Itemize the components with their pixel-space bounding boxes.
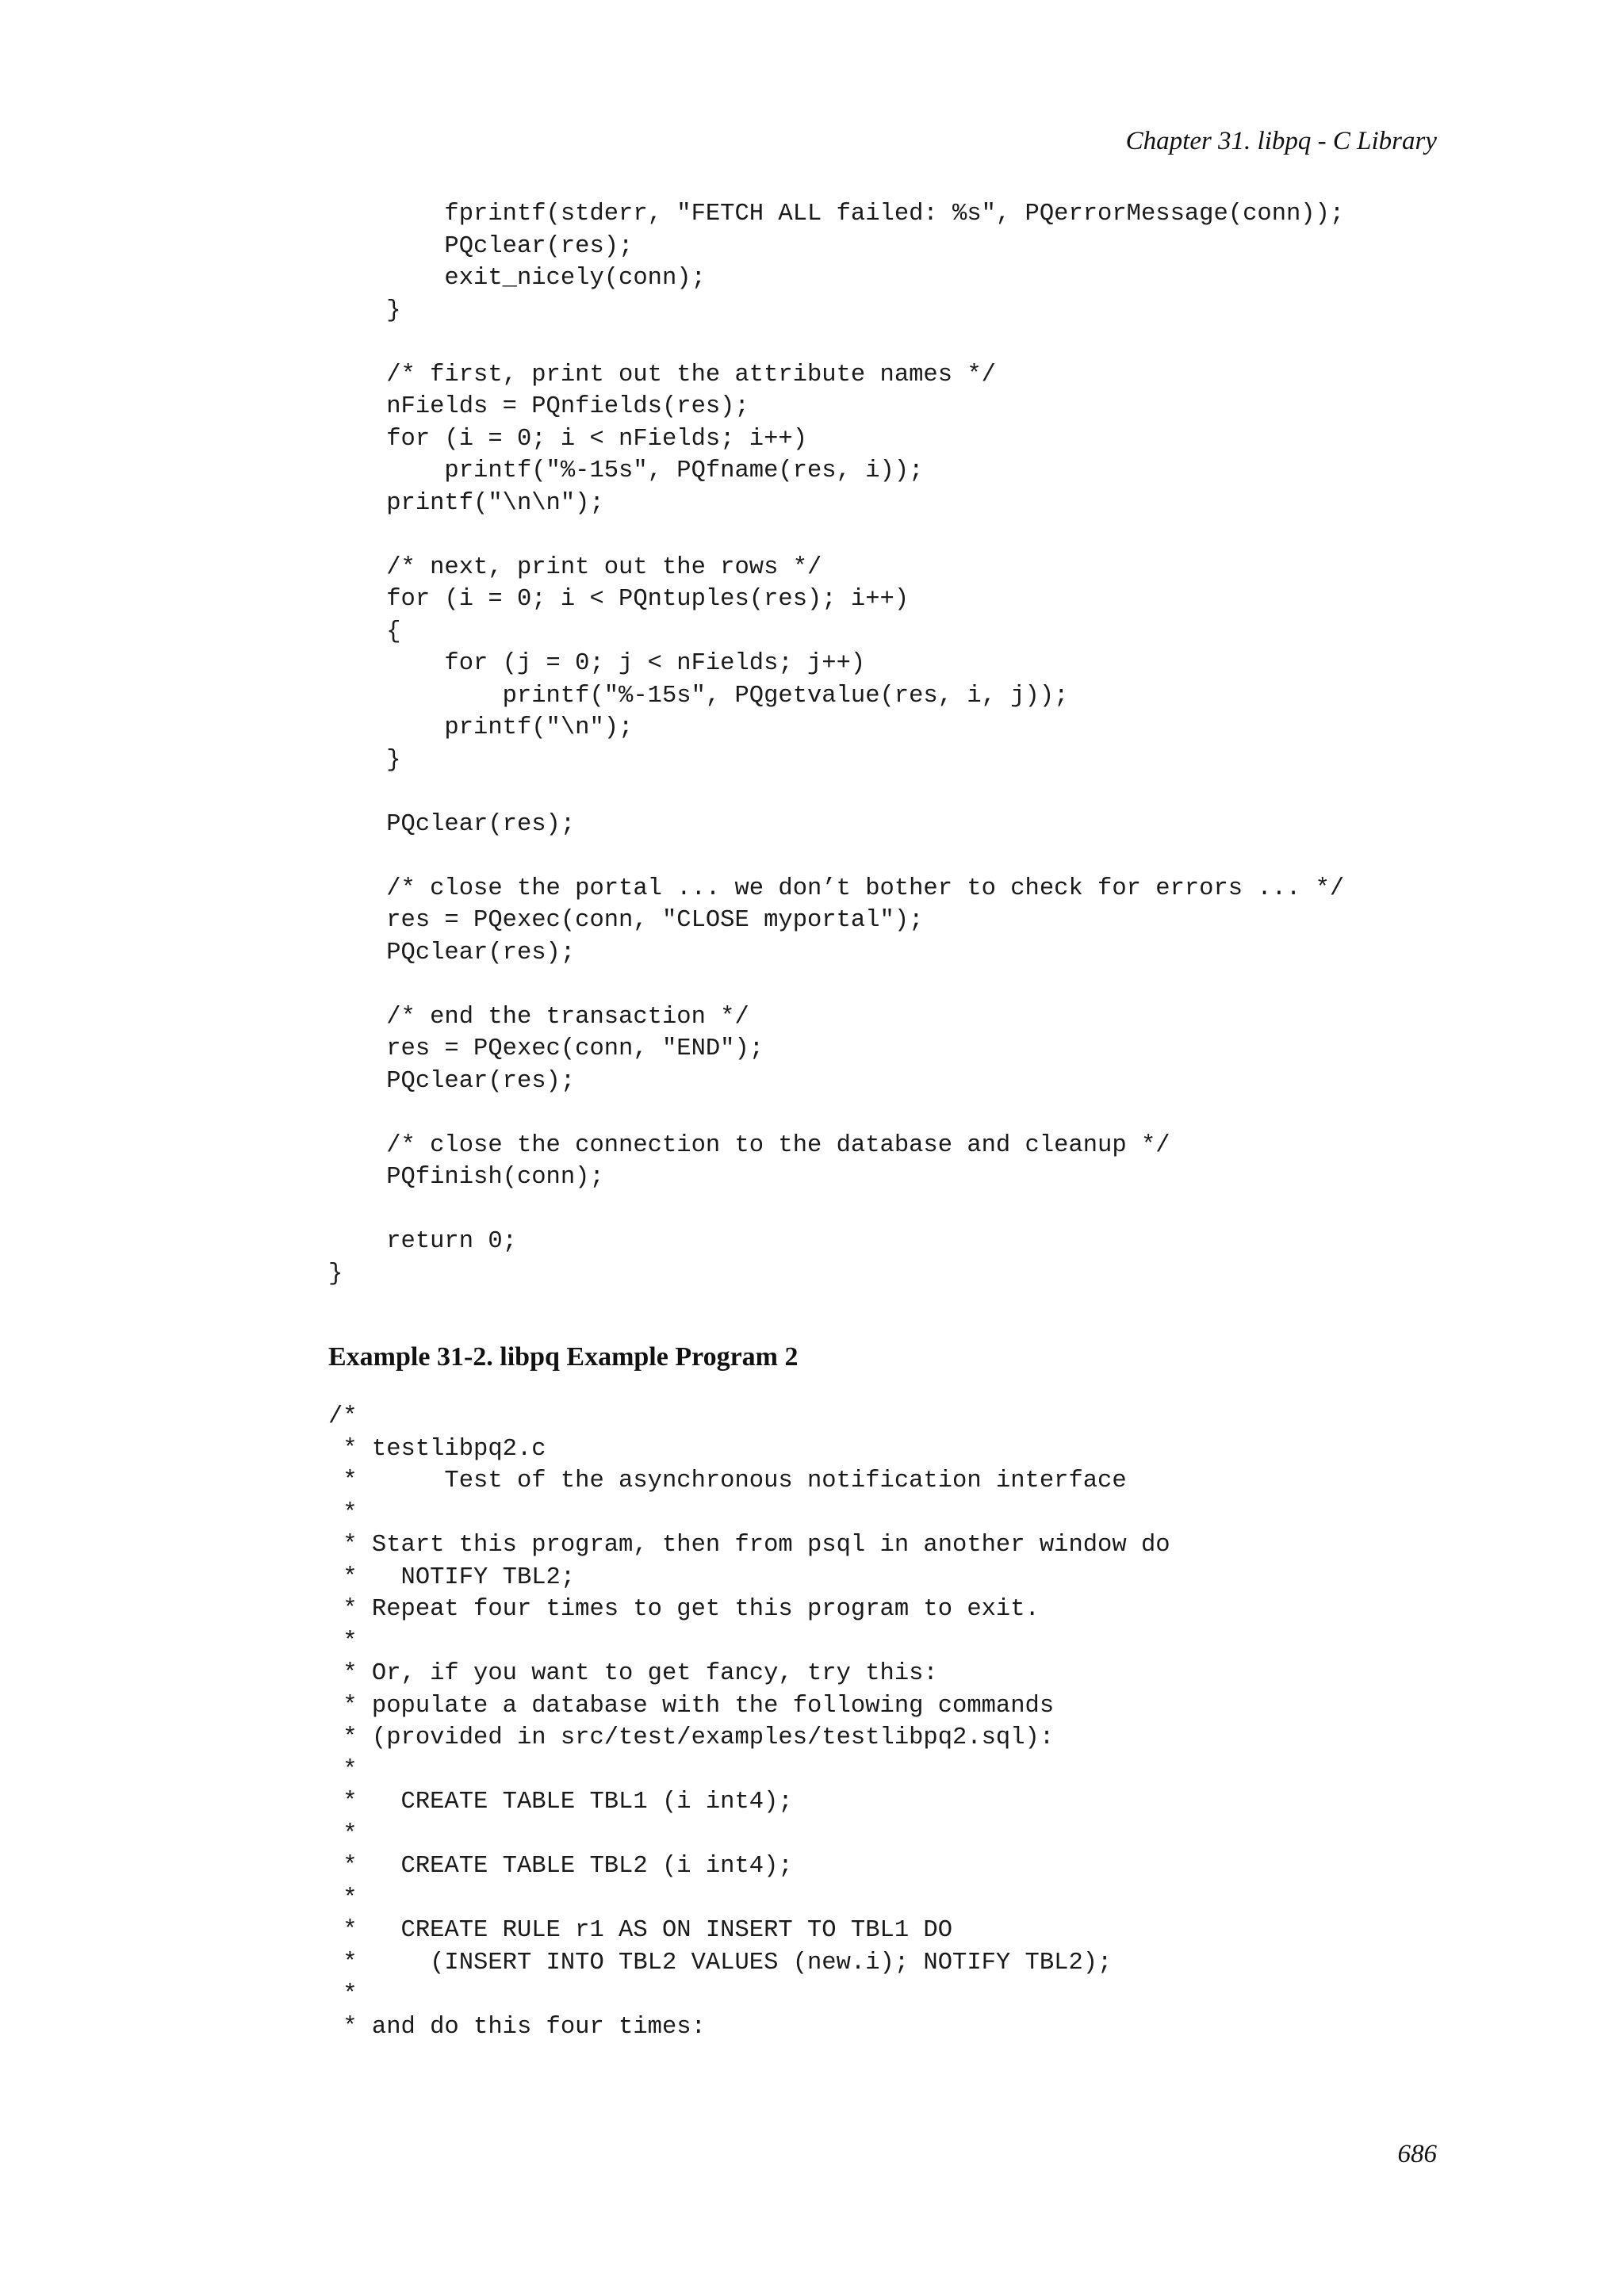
code-line: } — [328, 1260, 343, 1288]
code-line: exit_nicely(conn); — [328, 265, 706, 292]
code-line: PQclear(res); — [328, 939, 576, 966]
code-line: * and do this four times: — [328, 2013, 706, 2041]
code-line: /* close the connection to the database and cleanup */ — [328, 1131, 1170, 1159]
code-line: * testlibpq2.c — [328, 1435, 546, 1463]
code-line: * Or, if you want to get fancy, try this: — [328, 1660, 938, 1687]
code-line: * CREATE TABLE TBL2 (i int4); — [328, 1853, 793, 1880]
code-line: * — [328, 1820, 358, 1848]
code-line: { — [328, 618, 401, 645]
code-line — [328, 840, 1344, 873]
code-line: } — [328, 746, 401, 774]
code-line: * — [328, 1885, 358, 1912]
code-line: * — [328, 1628, 358, 1655]
code-line: PQclear(res); — [328, 232, 634, 260]
code-line: printf("%-15s", PQgetvalue(res, i, j)); — [328, 682, 1069, 710]
code-line: * NOTIFY TBL2; — [328, 1563, 576, 1591]
code-line: PQclear(res); — [328, 810, 576, 838]
code-line: * (provided in src/test/examples/testlibpq2.sql): — [328, 1724, 1055, 1751]
code-line: * Start this program, then from psql in another window do — [328, 1532, 1170, 1559]
code-line: * (INSERT INTO TBL2 VALUES (new.i); NOTIFY TBL2); — [328, 1949, 1113, 1976]
code-line: fprintf(stderr, "FETCH ALL failed: %s", PQerrorMessage(conn)); — [328, 201, 1345, 228]
code-line: /* — [328, 1403, 358, 1430]
code-listing-continued — [328, 198, 1344, 1290]
code-line: } — [328, 297, 401, 324]
code-line: * Repeat four times to get this program to exit. — [328, 1596, 1040, 1623]
code-line: * — [328, 1981, 358, 2008]
code-line: nFields = PQnfields(res); — [328, 393, 749, 420]
code-line — [328, 1194, 1344, 1226]
code-line: * — [328, 1499, 358, 1527]
code-line: printf("\n\n"); — [328, 489, 604, 517]
code-line: for (j = 0; j < nFields; j++) — [328, 650, 866, 677]
code-line — [328, 776, 1344, 809]
code-line: PQclear(res); — [328, 1067, 576, 1095]
code-line — [328, 1097, 1344, 1130]
code-line — [328, 519, 1344, 552]
code-line: for (i = 0; i < nFields; i++) — [328, 425, 807, 453]
example-title: Example 31-2. libpq Example Program 2 — [328, 1342, 799, 1372]
code-line: /* first, print out the attribute names */ — [328, 361, 996, 388]
code-line: /* close the portal ... we don’t bother to check for errors ... */ — [328, 874, 1345, 902]
code-line — [328, 327, 1344, 359]
code-line: printf("\n"); — [328, 714, 634, 741]
code-line: * Test of the asynchronous notification interface — [328, 1468, 1127, 1494]
running-header: Chapter 31. libpq - C Library — [1125, 127, 1437, 155]
code-line — [328, 969, 1344, 1001]
code-line: * — [328, 1756, 358, 1784]
code-line: for (i = 0; i < PQntuples(res); i++) — [328, 586, 910, 613]
code-line: /* next, print out the rows */ — [328, 553, 822, 581]
code-line: * populate a database with the following commands — [328, 1692, 1055, 1720]
code-line: PQfinish(conn); — [328, 1164, 604, 1191]
page-number: 686 — [1397, 2140, 1437, 2168]
code-line: return 0; — [328, 1228, 517, 1255]
code-line: * CREATE TABLE TBL1 (i int4); — [328, 1789, 793, 1816]
code-line: * CREATE RULE r1 AS ON INSERT TO TBL1 DO — [328, 1917, 953, 1944]
code-line: printf("%-15s", PQfname(res, i)); — [328, 457, 924, 484]
code-line: /* end the transaction */ — [328, 1003, 749, 1031]
code-listing-example-2 — [328, 1401, 1170, 2043]
code-line: res = PQexec(conn, "END"); — [328, 1035, 764, 1062]
code-line: res = PQexec(conn, "CLOSE myportal"); — [328, 907, 924, 934]
